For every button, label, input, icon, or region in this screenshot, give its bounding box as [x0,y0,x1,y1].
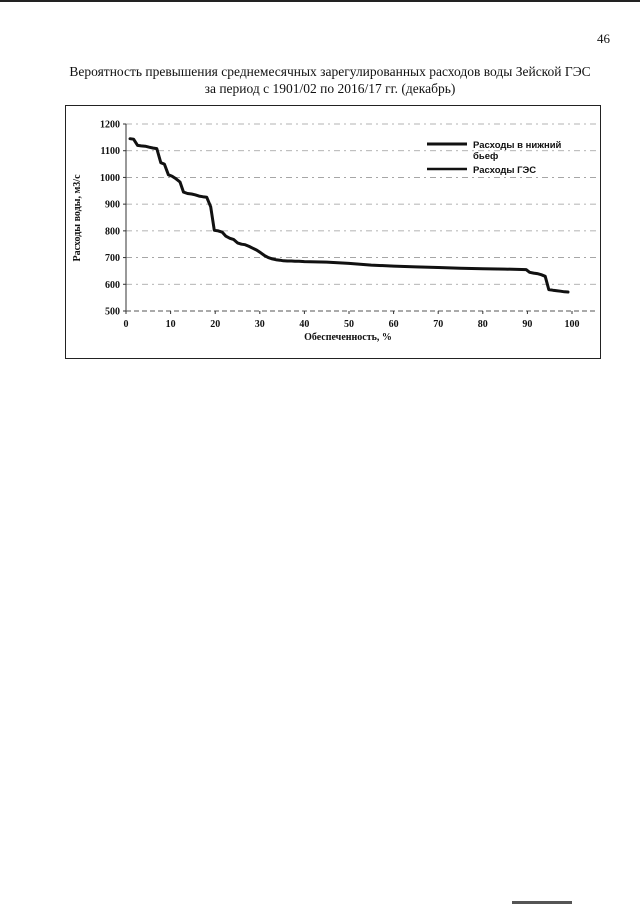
page-number: 46 [597,31,610,46]
x-tick-label-20: 20 [210,319,221,330]
x-tick-labels [124,319,580,330]
y-tick-labels [100,120,120,318]
y-tick-label-700: 700 [105,253,120,265]
legend-label-nizhniy-bef-line2: бьеф [473,151,499,162]
x-tick-label-40: 40 [299,319,310,330]
x-tick-label-60: 60 [388,319,399,330]
page-bottom-mark [512,901,572,904]
legend-label-ges: Расходы ГЭС [473,165,537,176]
legend-label-nizhniy-bef-line1: Расходы в нижний [473,140,562,151]
x-tick-label-30: 30 [254,319,265,330]
x-tick-label-50: 50 [344,319,354,330]
chart-title-line-2: за период с 1901/02 по 2016/17 гг. (декабрь) [204,81,456,96]
chart-title-line-1: Вероятность превышения среднемесячных зарегулированных расходов воды Зейской ГЭС [69,64,591,79]
y-tick-label-600: 600 [105,279,120,291]
x-tick-label-80: 80 [477,319,488,330]
x-tick-label-100: 100 [564,319,580,330]
series-group [130,139,568,292]
x-axis-label: Обеспеченность, % [304,332,392,343]
x-tick-label-70: 70 [433,319,444,330]
y-tick-label-800: 800 [105,226,120,238]
series-line-ges [130,139,568,292]
y-tick-label-1100: 1100 [100,146,120,158]
y-tick-label-1200: 1200 [100,119,120,131]
axes [123,124,598,314]
y-tick-label-500: 500 [105,306,120,318]
x-tick-label-10: 10 [165,319,176,330]
x-tick-label-90: 90 [522,319,533,330]
y-tick-label-900: 900 [105,199,120,211]
y-tick-label-1000: 1000 [100,172,120,184]
legend [427,140,562,176]
x-tick-label-0: 0 [123,319,129,330]
y-axis-label: Расходы воды, м3/с [72,174,83,262]
